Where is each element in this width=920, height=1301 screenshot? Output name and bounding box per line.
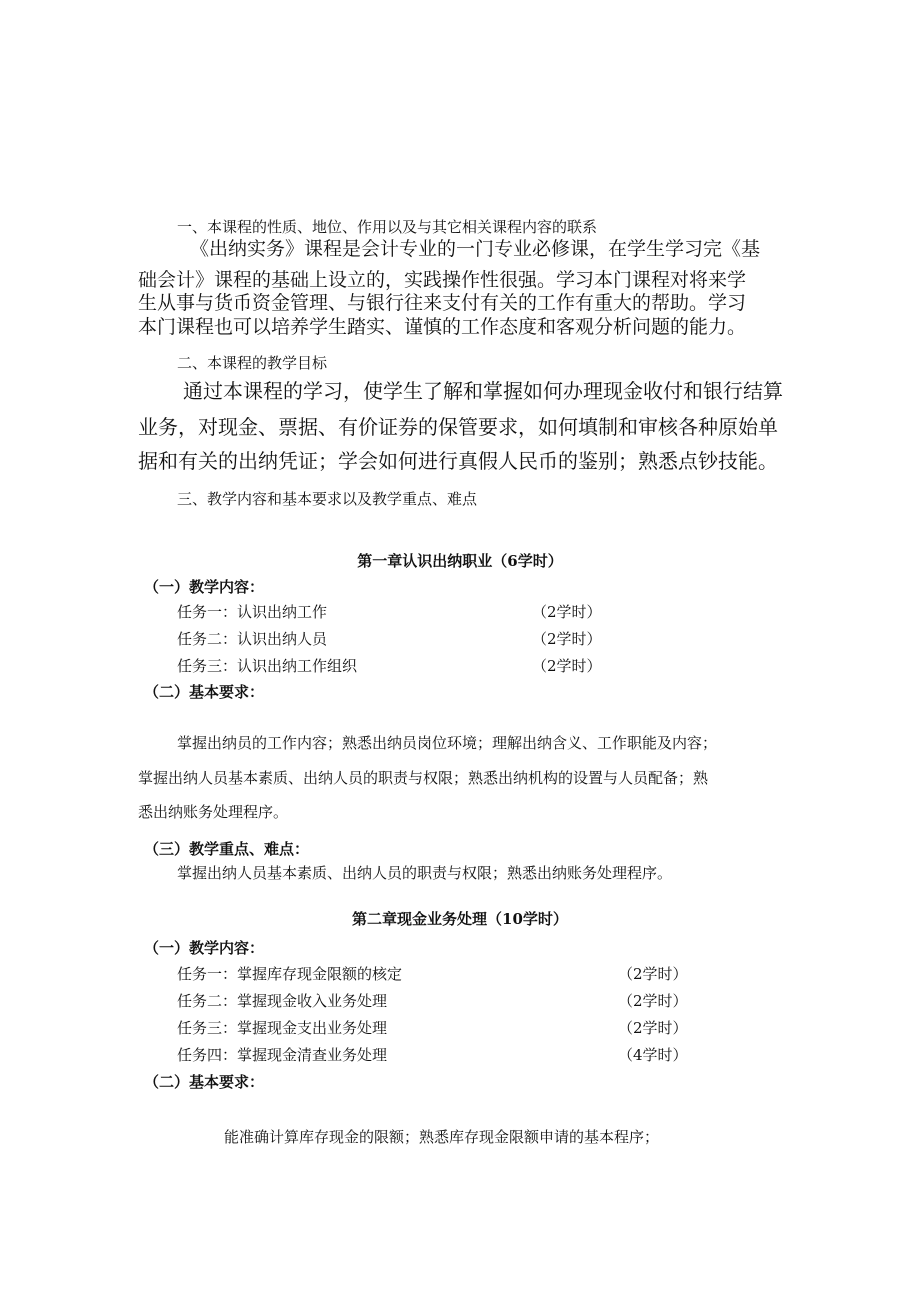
section2-paragraph-line-3: 据和有关的出纳凭证；学会如何进行真假人民币的鉴别；熟悉点钞技能。	[138, 449, 778, 473]
chapter2-task-1-hours: （2学时）	[618, 965, 688, 983]
chapter2-requirements-label: （二）基本要求：	[144, 1073, 265, 1091]
chapter1-content-label: （一）教学内容：	[144, 578, 265, 596]
chapter1-task-3: 任务三：认识出纳工作组织	[177, 657, 358, 675]
chapter1-task-2: 任务二：认识出纳人员	[177, 630, 328, 648]
chapter1-key-points-text: 掌握出纳人员基本素质、出纳人员的职责与权限；熟悉出纳账务处理程序。	[177, 864, 673, 882]
chapter1-task-2-hours: （2学时）	[532, 630, 602, 648]
section1-paragraph-line-2: 础会计》课程的基础上设立的，实践操作性很强。学习本门课程对将来学	[138, 269, 747, 291]
chapter1-task-1: 任务一：认识出纳工作	[177, 603, 328, 621]
chapter2-task-1: 任务一：掌握库存现金限额的核定	[177, 965, 403, 983]
chapter2-requirements-text: 能准确计算库存现金的限额；熟悉库存现金限额申请的基本程序；	[224, 1128, 660, 1146]
chapter2-task-4: 任务四：掌握现金清查业务处理	[177, 1046, 388, 1064]
chapter2-task-4-hours: （4学时）	[618, 1046, 688, 1064]
chapter1-task-3-hours: （2学时）	[532, 657, 602, 675]
chapter2-content-label: （一）教学内容：	[144, 939, 265, 957]
section1-paragraph-line-4: 本门课程也可以培养学生踏实、谨慎的工作态度和客观分析问题的能力。	[138, 316, 747, 338]
chapter2-task-2: 任务二：掌握现金收入业务处理	[177, 992, 388, 1010]
section1-paragraph-line-3: 生从事与货币资金管理、与银行往来支付有关的工作有重大的帮助。学习	[138, 292, 747, 314]
chapter1-requirements-line-2: 掌握出纳人员基本素质、出纳人员的职责与权限；熟悉出纳机构的设置与人员配备；熟	[138, 769, 709, 787]
chapter1-task-1-hours: （2学时）	[532, 603, 602, 621]
section3-heading: 三、教学内容和基本要求以及教学重点、难点	[177, 490, 478, 508]
chapter2-task-3-hours: （2学时）	[618, 1019, 688, 1037]
chapter1-key-points-label: （三）教学重点、难点：	[144, 840, 310, 858]
chapter1-requirements-line-1: 掌握出纳员的工作内容；熟悉出纳员岗位环境；理解出纳含义、工作职能及内容；	[177, 734, 718, 752]
section1-paragraph-line-1: 《出纳实务》课程是会计专业的一门专业必修课，在学生学习完《基	[190, 238, 761, 260]
section2-heading: 二、本课程的教学目标	[177, 354, 328, 372]
chapter2-task-3: 任务三：掌握现金支出业务处理	[177, 1019, 388, 1037]
section1-heading: 一、本课程的性质、地位、作用以及与其它相关课程内容的联系	[177, 218, 598, 236]
section2-paragraph-line-2: 业务，对现金、票据、有价证券的保管要求，如何填制和审核各种原始单	[138, 415, 778, 439]
chapter2-task-2-hours: （2学时）	[618, 992, 688, 1010]
section2-paragraph-line-1: 通过本课程的学习，使学生了解和掌握如何办理现金收付和银行结算	[183, 379, 783, 403]
chapter2-title: 第二章现金业务处理（10学时）	[352, 910, 568, 928]
chapter1-requirements-line-3: 悉出纳账务处理程序。	[138, 803, 289, 821]
chapter1-title: 第一章认识出纳职业（6学时）	[357, 552, 563, 570]
chapter1-requirements-label: （二）基本要求：	[144, 683, 265, 701]
